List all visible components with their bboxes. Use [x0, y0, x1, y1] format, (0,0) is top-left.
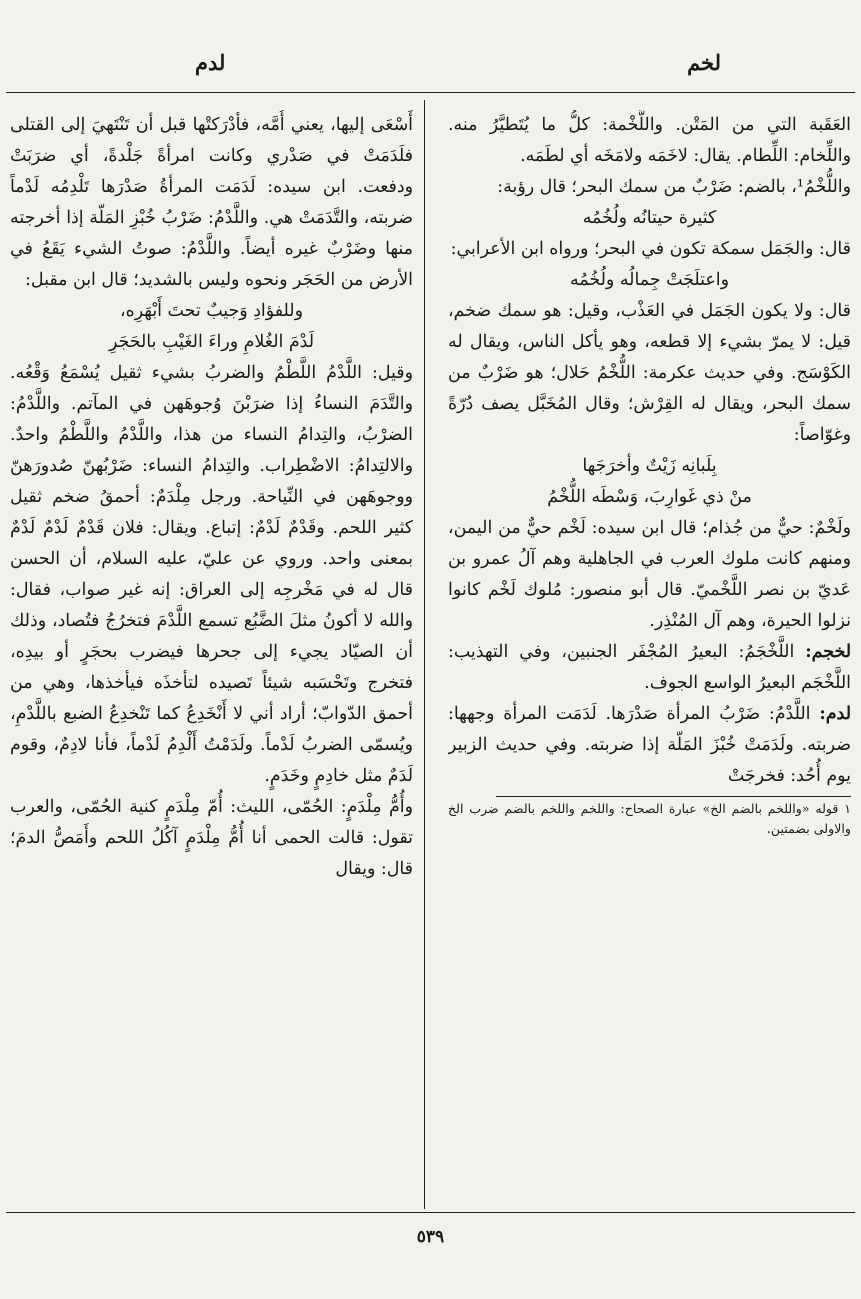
headword: لخجم: [805, 642, 851, 662]
column-divider [424, 100, 425, 1209]
top-rule [6, 92, 855, 93]
right-column [448, 110, 851, 1209]
entry-lakhjam [448, 637, 851, 699]
paragraph: قال: ولا يكون الجَمَل في العَذْب، وقيل: هو سمك ضخم، قيل: لا يمرّ بشيء إلا قطعه، وهو يأكل الناس، ويقال له الكَوْسَج. وفي حديث عكرمة: اللُّخْمُ حَلال؛ هو ضَرْبٌ من سمك البحر، ويقال له القِرْش؛ وقال المُخَبَّل يصف دُرّةً وغوّاصاً: [448, 301, 851, 445]
verse-line: وللفؤادِ وَجيبٌ تحتَ أَبْهَرِه، [119, 301, 304, 321]
running-header-right: لخم [687, 50, 721, 75]
running-header-left: لدم [195, 50, 226, 75]
entry-text: اللَّخْجَمُ: البعيرُ المُجْفَر الجنبين، وفي التهذيب: اللَّخْجَم البعيرُ الواسع الجوف. [448, 642, 851, 693]
verse-line: منْ ذي غَوارِبَ، وَسْطَه اللُّخْمُ [547, 487, 752, 507]
footnote: ١ قوله «واللخم بالضم الخ» عبارة الصحاح: واللخم واللخم بالضم ضرب الخ والاولى بضمتين. [448, 801, 851, 836]
verse-line: واعتلَجَتْ جِمالُه ولُخُمُه [570, 270, 729, 290]
paragraph: أَسْعَى إليها، يعني أُمَّه، فأدْرَكتْها قبل أن تَنْتَهيَ إلى القتلى فلَدَمَتْ في صَدْري وكانت امرأةً جَلْدةً، أي ضرَبَتْ ودفعت. ابن سيده: لَدَمَت المرأةُ صَدْرَها تَلْدِمُه لَدْماً ضربته، والتَّدَمَتْ هي. واللَّدْمُ: ضَرْبُ خُبْزِ المَلّة إذا أخرجته منها وضَرْبٌ غيره أيضاً. واللَّدْمُ: صوتُ الشيء يَقَعُ في الأرض من الحَجَر ونحوه وليس بالشديد؛ قال ابن مقبل: [10, 115, 413, 290]
verse-line: لَدْمَ الغُلامِ وراءَ الغَيْبِ بالحَجَرِ [108, 332, 315, 352]
verse-line: كثيرة حيتانُه ولُخُمُه [582, 208, 717, 228]
footnote-rule [496, 796, 851, 797]
paragraph: العَقَبة التي من المَتْن. واللُّخْمة: كلُّ ما يُتَطيَّرُ منه. واللِّخام: اللِّطام. يقال: لاخَمَه ولامَخَه أي لطَمَه. [448, 115, 851, 166]
paragraph: ولَخْمٌ: حيٌّ من جُذام؛ قال ابن سيده: لَخْم حيٌّ من اليمن، ومنهم كانت ملوك العرب في الجاهلية وهم آلُ عمرو بن عَديّ بن نصر اللَّخْميّ. قال أبو منصور: مُلوك لَخْم كانوا نزلوا الحيرة، وهم آل المُنْذِر. [448, 518, 851, 631]
paragraph: قال: والجَمَل سمكة تكون في البحر؛ ورواه ابن الأعرابي: [450, 239, 851, 259]
bottom-rule [6, 1212, 855, 1213]
left-column [10, 110, 413, 1209]
page-number: ٥٣٩ [416, 1227, 445, 1247]
paragraph: واللُّخْمُ¹، بالضم: ضَرْبٌ من سمك البحر؛ قال رؤبة: [497, 177, 851, 197]
paragraph: وأُمُّ مِلْدَمٍ: الحُمّى، الليث: أُمّ مِلْدَمٍ كنية الحُمّى، والعرب تقول: قالت الحمى أنا أُمُّ مِلْدَمٍ آكُلُ اللحم وأَمَصُّ الدمَ؛ قال: ويقال [10, 797, 413, 879]
entry-ladam [448, 699, 851, 792]
paragraph: وقيل: اللَّدْمُ اللَّطْمُ والضربُ بشيء ثقيل يُسْمَعُ وَقْعُه. والتَّدَمَ النساءُ إذا ضرَبْنَ وُجوهَهن في المآتم. واللَّدْمُ: الضرْبُ، والتِدامُ النساء من هذا، واللَّدْمُ واللَّطْمُ واحدٌ. والالتِدامُ: الاضْطِراب. والتِدامُ النساء: ضَرْبُهنّ صُدورَهنّ ووجوهَهن في النِّياحة. ورجل مِلْدَمٌ: أحمقُ ضخم ثقيل كثير اللحم. وقَدْمٌ لَدْمٌ: إتباع. ويقال: فلان قَدْمٌ لَدْمٌ لَدْمٌ بمعنى واحد. وروي عن عليّ، عليه السلام، أن الحسن قال له في مَخْرجِه إلى العراق: إنه غير صواب، فقال: والله لا أكونُ مثلَ الضَّبُع تسمع اللَّدْمَ فتخرُجُ فتُصاد، وذلك أن الصيّاد يجيء إلى جحرها فيضرب بحجَرٍ أو بيدِه، فتخرج وتَحْسَبه شيئاً تَصيده لتأخذَه فيأخذها، وهي من أحمق الدّوابّ؛ أراد أني لا أَنْخَدِعُ كما تَنْخدِعُ الضبع باللَّدْمِ، ويُسمّى الضربُ لَدْماً. ولَدَمْتُ أَلْدِمُ لَدْماً، فأنا لادِمٌ، وقوم لَدَمٌ مثل خادِمٍ وخَدَمٍ. [10, 363, 413, 786]
verse-line: بِلَبانِه زَيْتٌ وأخرَجَها [582, 456, 717, 476]
entry-text: اللَّدْمُ: ضَرْبُ المرأة صَدْرَها. لَدَمَت المرأة وجهها: ضربته. ولَدَمَتْ خُبْزَ المَلّة إذا ضربته. وفي حديث الزبير يوم أُحُد: فخرجَتْ [448, 704, 851, 786]
headword: لدم: [819, 704, 851, 724]
